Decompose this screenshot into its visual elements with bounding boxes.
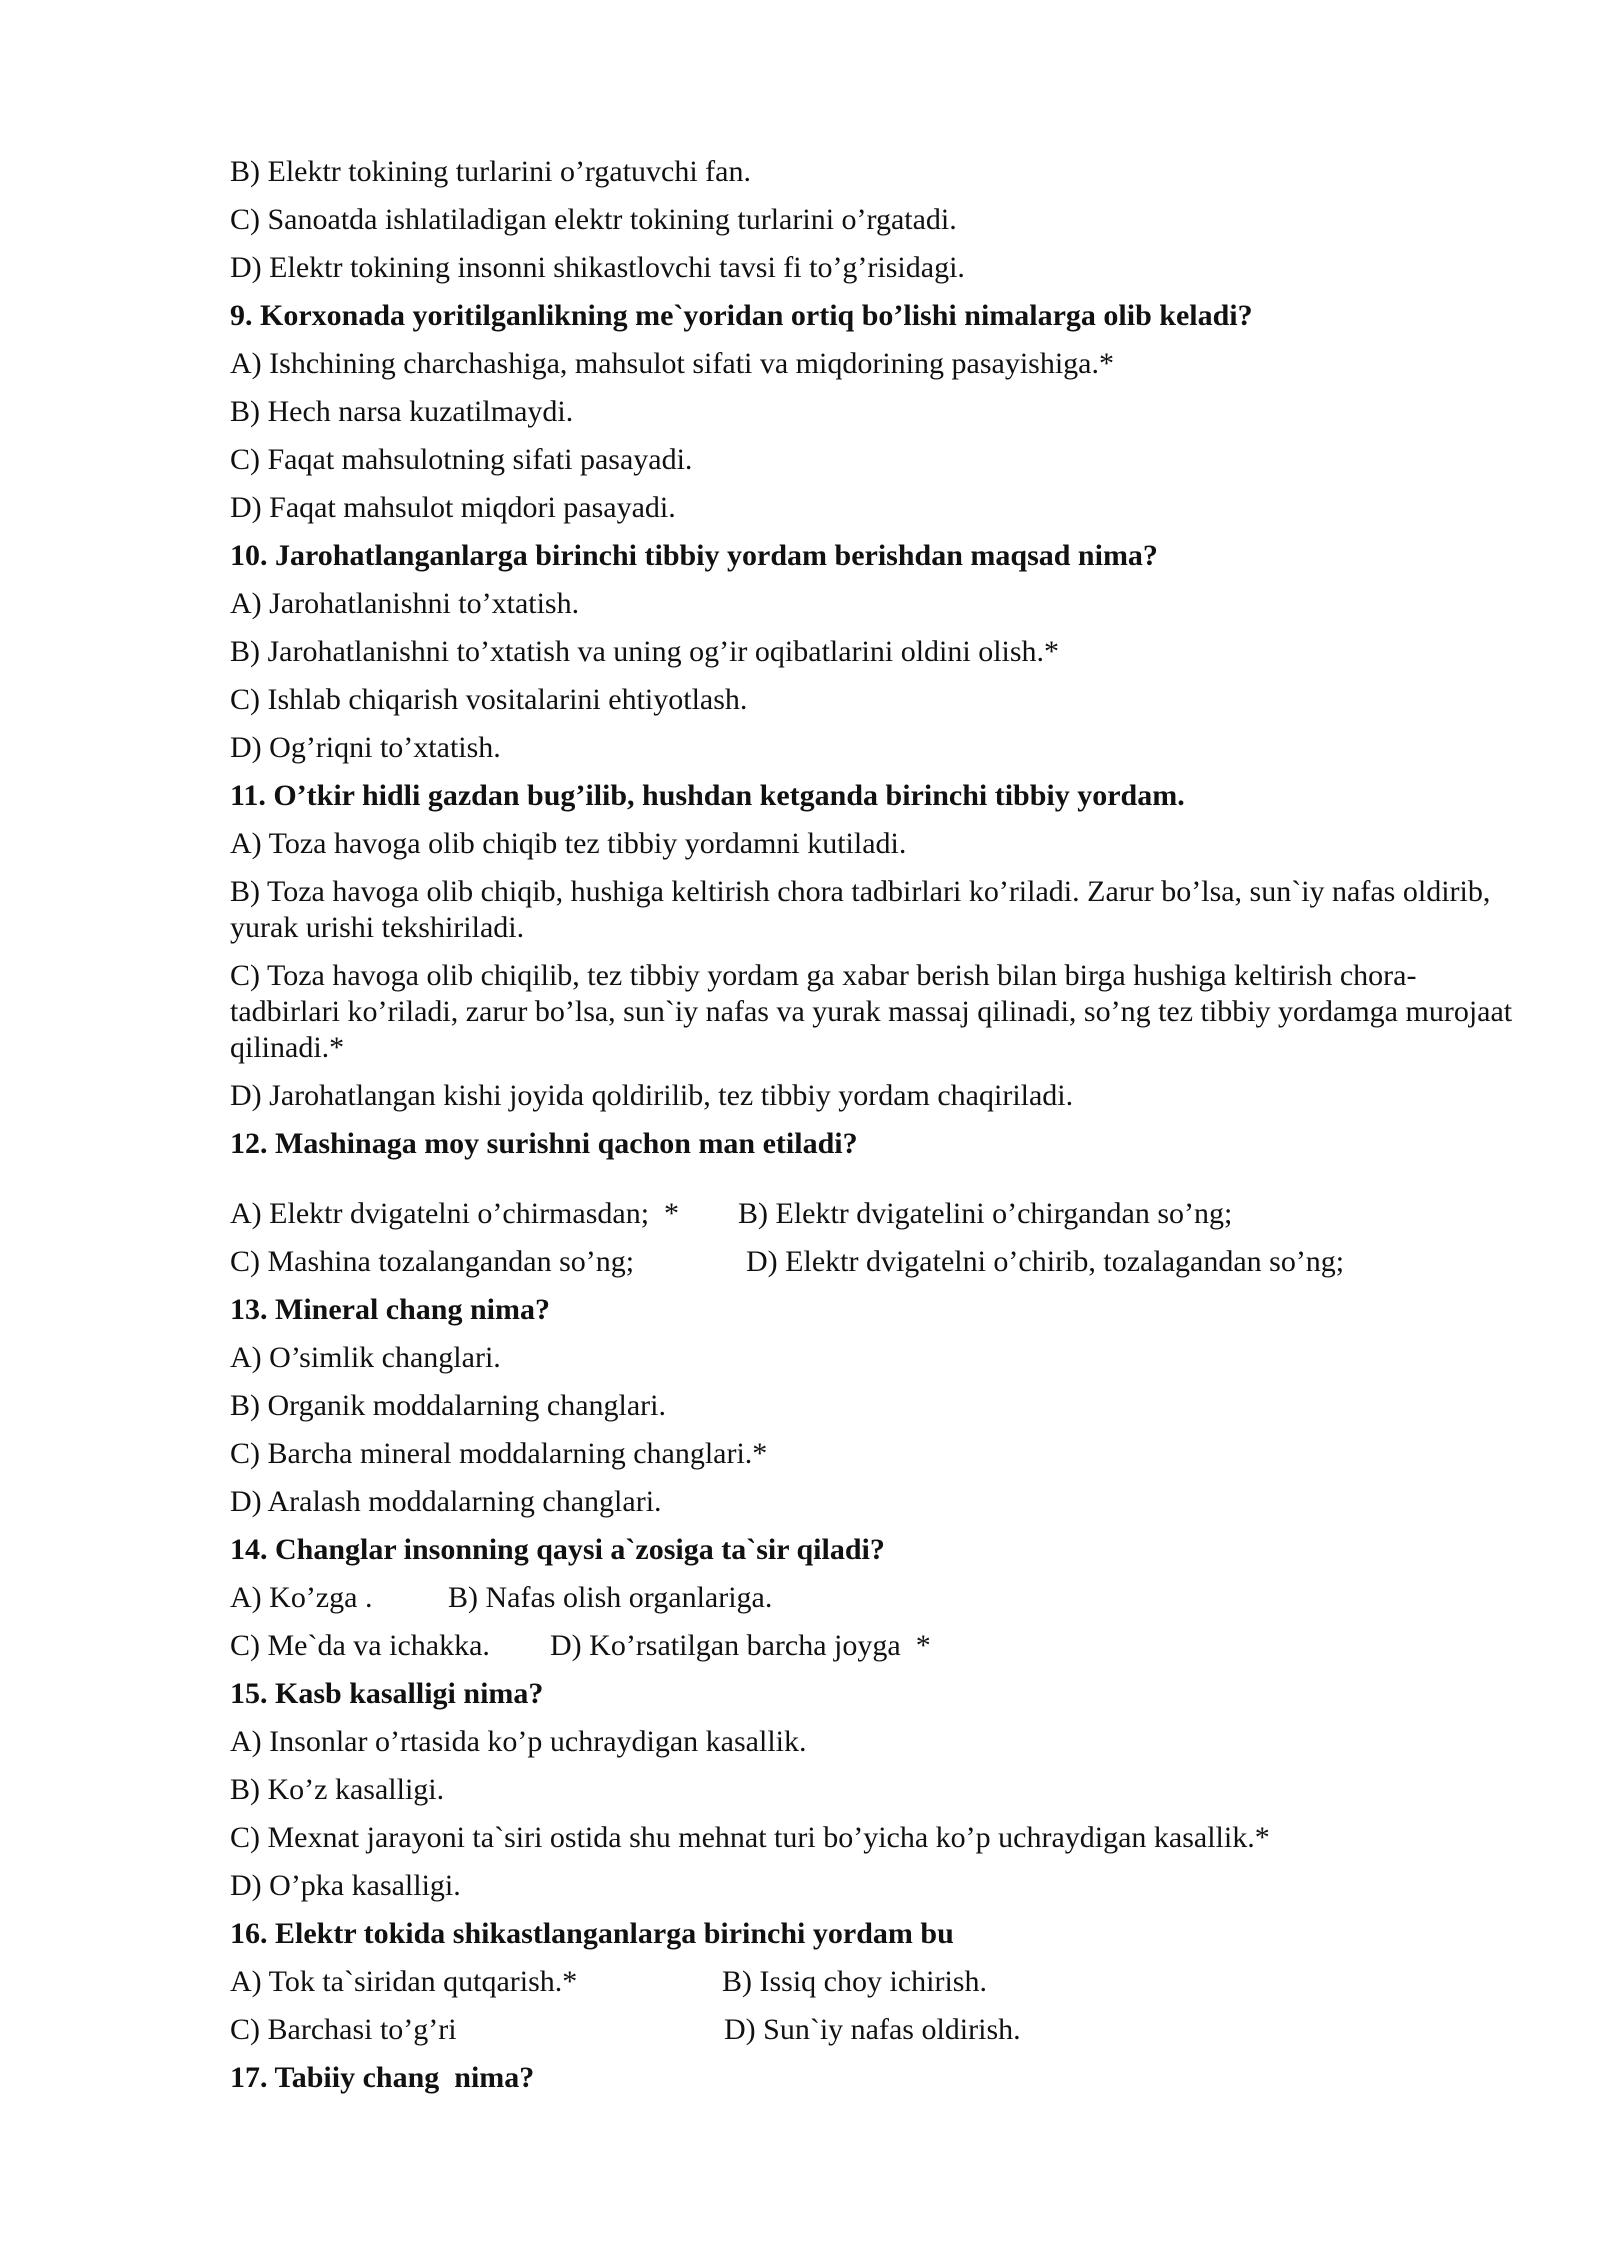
answer-11b: B) Toza havoga olib chiqib, hushiga keltirish chora tadbirlari ko’riladi. Zarur bo’lsa, sun`iy nafas oldirib, yurak urishi tekshiriladi. xyxy=(230,875,1491,944)
question-16: 16. Elektr tokida shikastlanganlarga birinchi yordam bu xyxy=(230,1917,954,1950)
question-14: 14. Changlar insonning qaysi a`zosiga ta`sir qiladi? xyxy=(230,1533,885,1566)
answer-12a: A) Elektr dvigatelni o’chirmasdan; * xyxy=(230,1197,680,1230)
answer-13c: C) Barcha mineral moddalarning changlari.* xyxy=(230,1437,768,1470)
answer-14b: B) Nafas olish organlariga. xyxy=(448,1581,773,1614)
answer-15d: D) O’pka kasalligi. xyxy=(230,1869,461,1902)
answer-row-16cd xyxy=(230,2012,1520,2048)
answer-10b: B) Jarohatlanishni to’xtatish va uning og’ir oqibatlarini oldini olish.* xyxy=(230,635,1060,668)
answer-16d: D) Sun`iy nafas oldirish. xyxy=(724,2013,1021,2046)
answer-13a: A) O’simlik changlari. xyxy=(230,1341,501,1374)
answer-10a: A) Jarohatlanishni to’xtatish. xyxy=(230,587,580,620)
answer-10d: D) Og’riqni to’xtatish. xyxy=(230,731,501,764)
answer-12b: B) Elektr dvigatelini o’chirgandan so’ng; xyxy=(738,1197,1233,1230)
question-10: 10. Jarohatlanganlarga birinchi tibbiy yordam berishdan maqsad nima? xyxy=(230,539,1158,572)
answer-15b: B) Ko’z kasalligi. xyxy=(230,1773,445,1806)
answer-13b: B) Organik moddalarning changlari. xyxy=(230,1389,666,1422)
answer-16b: B) Issiq choy ichirish. xyxy=(722,1965,987,1998)
answer-row-14ab xyxy=(230,1580,1520,1616)
answer-14a: A) Ko’zga . xyxy=(230,1581,373,1614)
answer-row-12cd xyxy=(230,1244,1520,1280)
answer-12c: C) Mashina tozalangandan so’ng; xyxy=(230,1245,635,1278)
answer-11a: A) Toza havoga olib chiqib tez tibbiy yordamni kutiladi. xyxy=(230,827,907,860)
answer-line: B) Elektr tokining turlarini o’rgatuvchi fan. xyxy=(230,155,751,188)
answer-14c: C) Me`da va ichakka. xyxy=(230,1629,490,1662)
answer-10c: C) Ishlab chiqarish vositalarini ehtiyotlash. xyxy=(230,683,748,716)
answer-11d: D) Jarohatlangan kishi joyida qoldirilib, tez tibbiy yordam chaqiriladi. xyxy=(230,1079,1074,1112)
page-content xyxy=(230,154,1520,2108)
question-9: 9. Korxonada yoritilganlikning me`yoridan ortiq bo’lishi nimalarga olib keladi? xyxy=(230,299,1253,332)
answer-line: C) Sanoatda ishlatiladigan elektr tokining turlarini o’rgatadi. xyxy=(230,203,957,236)
question-17: 17. Tabiiy chang nima? xyxy=(230,2061,535,2094)
answer-line: D) Elektr tokining insonni shikastlovchi tavsi fi to’g’risidagi. xyxy=(230,251,965,284)
answer-16a: A) Tok ta`siridan qutqarish.* xyxy=(230,1965,578,1998)
answer-9c: C) Faqat mahsulotning sifati pasayadi. xyxy=(230,443,693,476)
question-12: 12. Mashinaga moy surishni qachon man etiladi? xyxy=(230,1127,858,1160)
answer-11c: C) Toza havoga olib chiqilib, tez tibbiy yordam ga xabar berish bilan birga hushiga keltirish chora-tadbirlari ko’riladi, zarur bo’lsa, sun`iy nafas va yurak massaj qilinadi, so’ng tez tibbiy yordamga murojaat qilinadi.* xyxy=(230,959,1513,1064)
answer-row-14cd xyxy=(230,1628,1520,1664)
answer-15a: A) Insonlar o’rtasida ko’p uchraydigan kasallik. xyxy=(230,1725,807,1758)
answer-14d: D) Ko’rsatilgan barcha joyga * xyxy=(550,1629,931,1662)
answer-9d: D) Faqat mahsulot miqdori pasayadi. xyxy=(230,491,676,524)
answer-9a: A) Ishchining charchashiga, mahsulot sifati va miqdorining pasayishiga.* xyxy=(230,347,1114,380)
answer-16c: C) Barchasi to’g’ri xyxy=(230,2013,457,2046)
question-13: 13. Mineral chang nima? xyxy=(230,1293,550,1326)
answer-row-12ab xyxy=(230,1196,1520,1232)
answer-12d: D) Elektr dvigatelni o’chirib, tozalagandan so’ng; xyxy=(746,1245,1345,1278)
answer-15c: C) Mexnat jarayoni ta`siri ostida shu mehnat turi bo’yicha ko’p uchraydigan kasallik.* xyxy=(230,1821,1270,1854)
question-15: 15. Kasb kasalligi nima? xyxy=(230,1677,544,1710)
question-11: 11. O’tkir hidli gazdan bug’ilib, hushdan ketganda birinchi tibbiy yordam. xyxy=(230,779,1185,812)
answer-9b: B) Hech narsa kuzatilmaydi. xyxy=(230,395,574,428)
answer-13d: D) Aralash moddalarning changlari. xyxy=(230,1485,662,1518)
answer-row-16ab xyxy=(230,1964,1520,2000)
